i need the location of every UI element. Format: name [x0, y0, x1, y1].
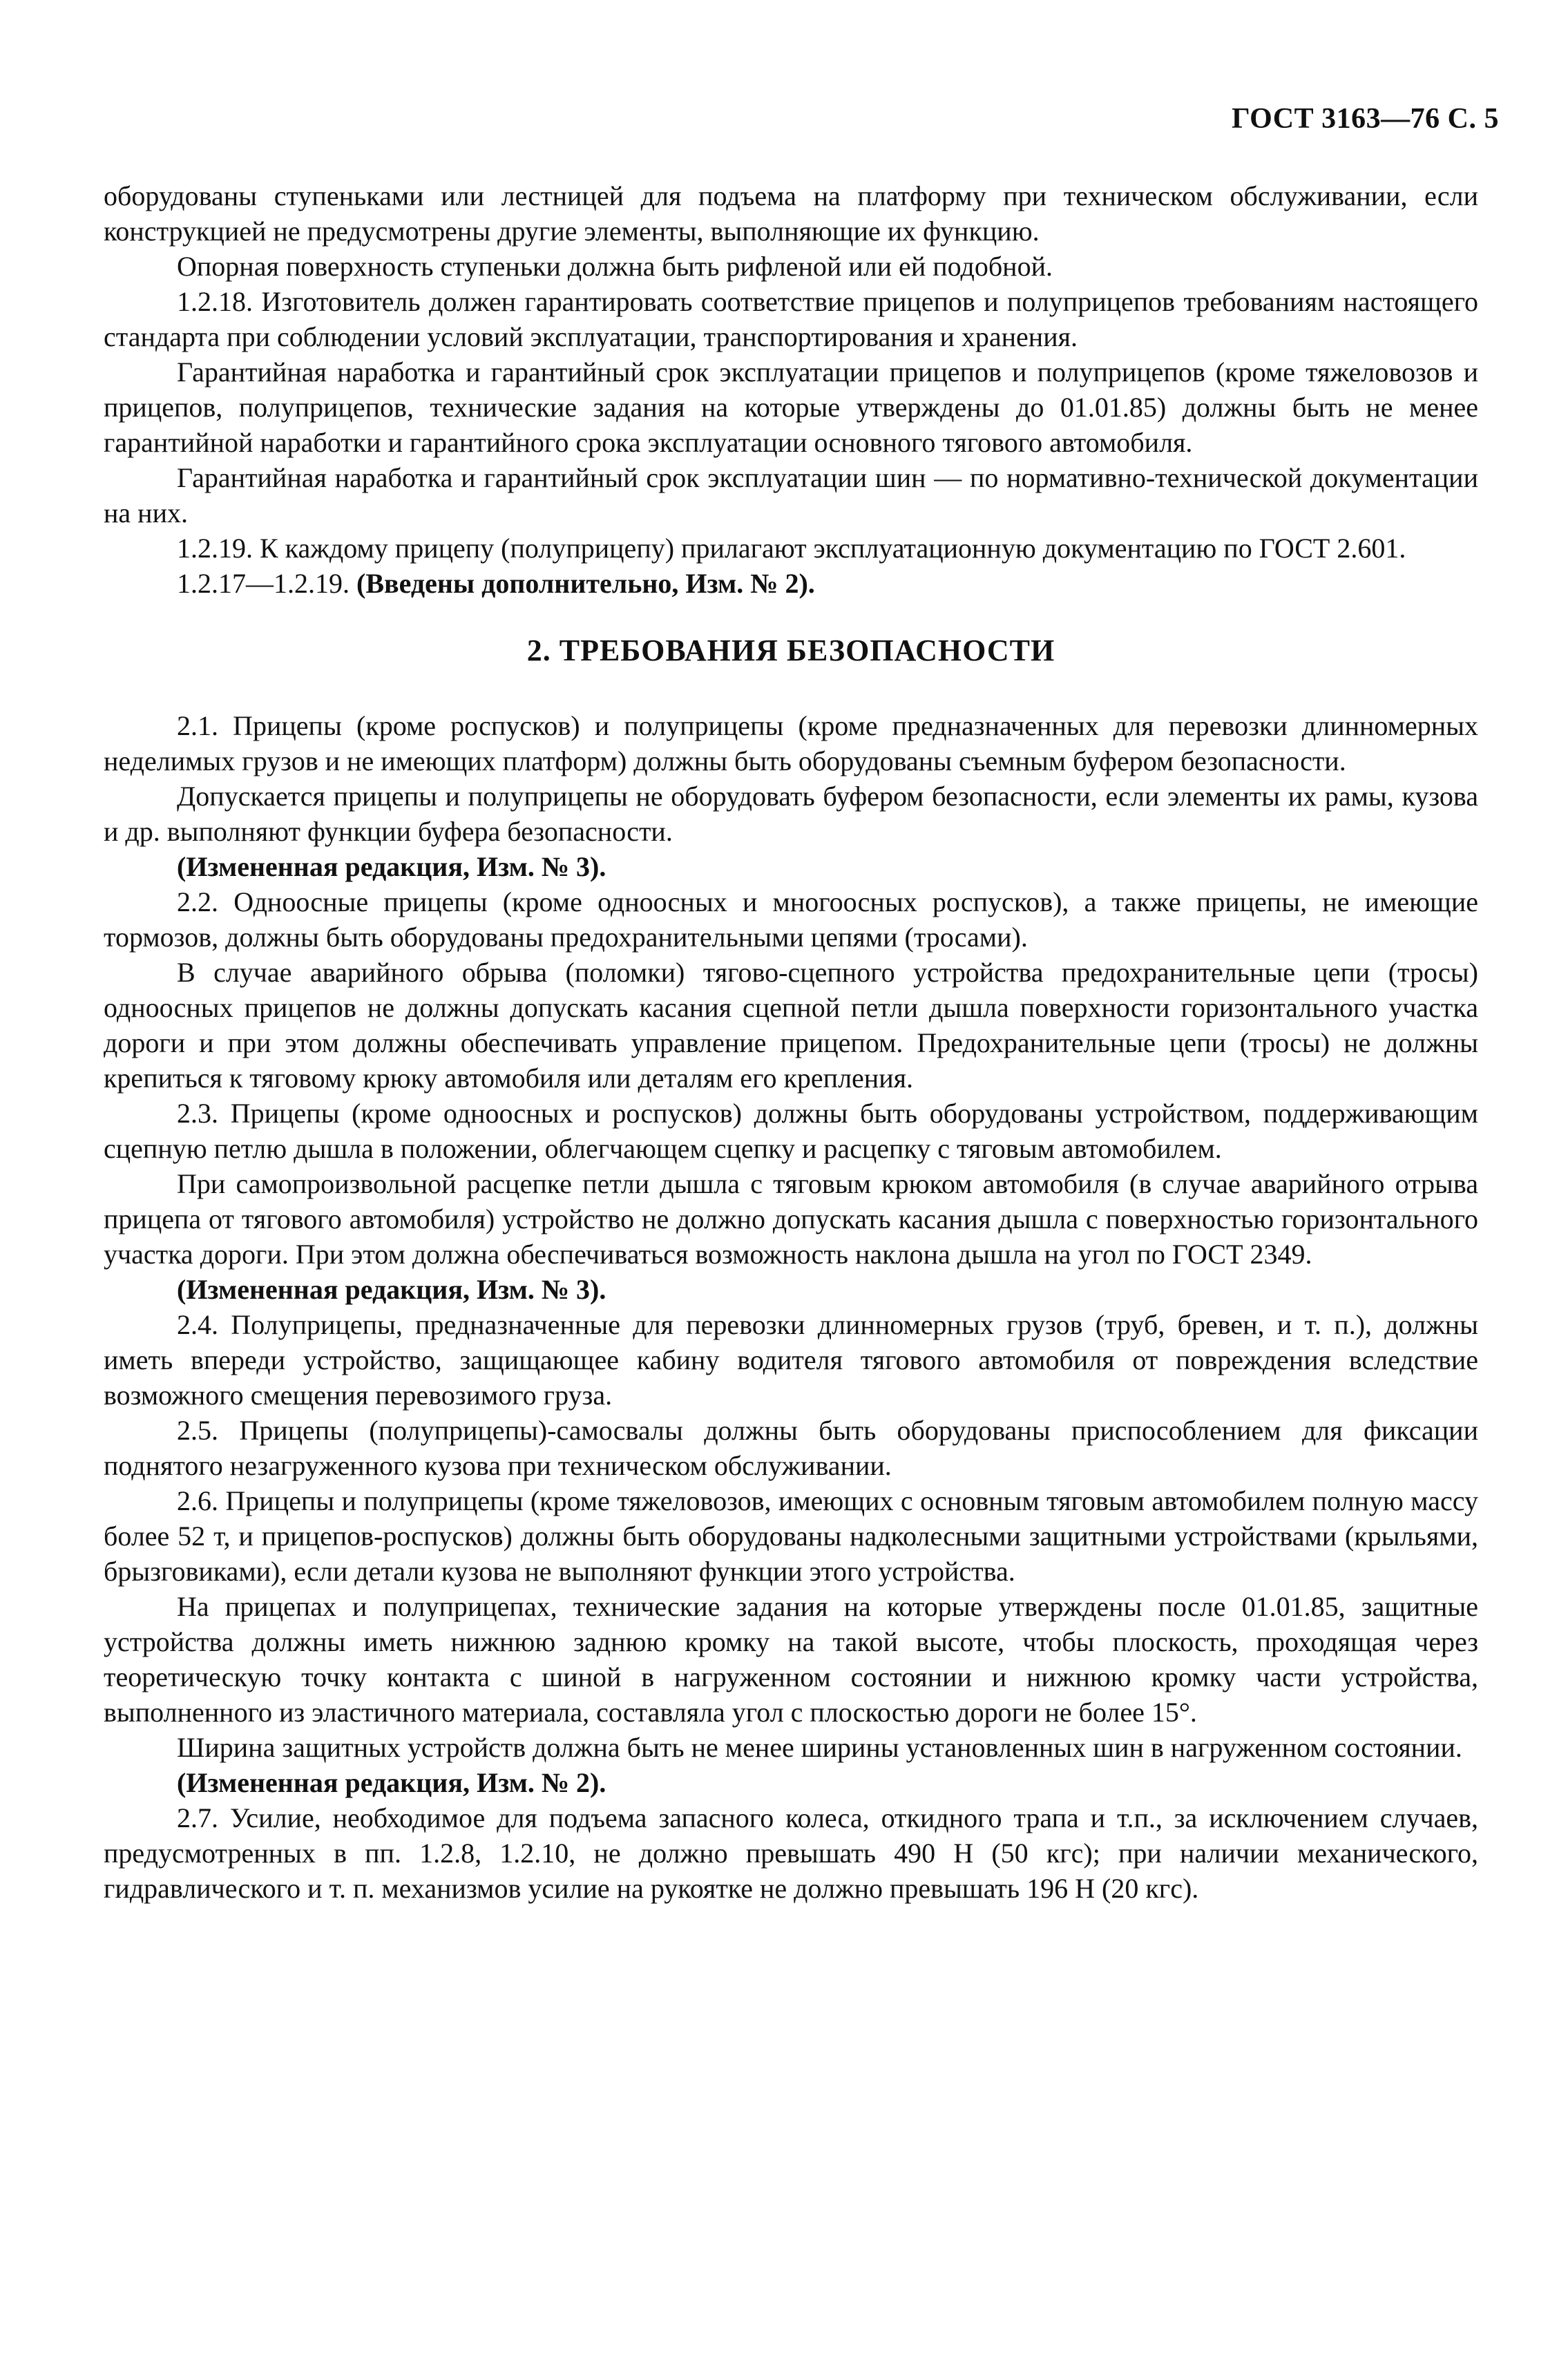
- paragraph: 2.5. Прицепы (полуприцепы)-самосвалы должны быть оборудованы приспособлением для фиксации поднятого незагруженного кузова при техническом обслуживании.: [104, 1415, 1478, 1481]
- amendment-bold: (Введены дополнительно, Изм. № 2).: [356, 568, 815, 599]
- paragraph: 2.2. Одноосные прицепы (кроме одноосных и многоосных роспусков), а также прицепы, не имеющие тормозов, должны быть оборудованы предохранительными цепями (тросами).: [104, 886, 1478, 953]
- paragraph: 2.4. Полуприцепы, предназначенные для перевозки длинномерных грузов (труб, бревен, и т. п.), должны иметь впереди устройство, защищающее кабину водителя тягового автомобиля от повреждения вследствие возможного смещения перевозимого груза.: [104, 1309, 1478, 1411]
- paragraph: Гарантийная наработка и гарантийный срок эксплуатации прицепов и полуприцепов (кроме тяжеловозов и прицепов, полуприцепов, технические задания на которые утверждены до 01.01.85) должны быть не менее гарантийной наработки и гарантийного срока эксплуатации основного тягового автомобиля.: [104, 356, 1478, 458]
- paragraph: Опорная поверхность ступеньки должна быть рифленой или ей подобной.: [177, 251, 1053, 282]
- paragraph: 2.6. Прицепы и полуприцепы (кроме тяжеловозов, имеющих с основным тяговым автомобилем полную массу более 52 т, и прицепов-роспусков) должны быть оборудованы надколесными защитными устройствами (крыльями, брызговиками), если детали кузова не выполняют функции этого устройства.: [104, 1485, 1478, 1587]
- section-title: 2. ТРЕБОВАНИЯ БЕЗОПАСНОСТИ: [526, 633, 1055, 667]
- page-header: ГОСТ 3163—76 С. 5: [1231, 103, 1499, 135]
- amendment-note: (Измененная редакция, Изм. № 3).: [177, 1274, 606, 1305]
- amendment-prefix: 1.2.17—1.2.19.: [177, 568, 356, 599]
- paragraph: В случае аварийного обрыва (поломки) тягово-сцепного устройства предохранительные цепи (тросы) одноосных прицепов не должны допускать касания сцепной петли дышла поверхности горизонтального участка дороги и при этом должны обеспечивать управление прицепом. Предохранительные цепи (тросы) не должны крепиться к тяговому крюку автомобиля или деталям его крепления.: [104, 957, 1478, 1094]
- paragraph: 1.2.18. Изготовитель должен гарантировать соответствие прицепов и полуприцепов требованиям настоящего стандарта при соблюдении условий эксплуатации, транспортирования и хранения.: [104, 286, 1478, 352]
- paragraph: Допускается прицепы и полуприцепы не оборудовать буфером безопасности, если элементы их рамы, кузова и др. выполняют функции буфера безопасности.: [104, 781, 1478, 847]
- paragraph: 1.2.19. К каждому прицепу (полуприцепу) прилагают эксплуатационную документацию по ГОСТ 2.601.: [177, 533, 1406, 564]
- paragraph: 2.1. Прицепы (кроме роспусков) и полуприцепы (кроме предназначенных для перевозки длинномерных неделимых грузов и не имеющих платформ) должны быть оборудованы съемным буфером безопасности.: [104, 710, 1478, 776]
- paragraph: оборудованы ступеньками или лестницей для подъема на платформу при техническом обслуживании, если конструкцией не предусмотрены другие элементы, выполняющие их функцию.: [104, 180, 1478, 247]
- paragraph: На прицепах и полуприцепах, технические задания на которые утверждены после 01.01.85, защитные устройства должны иметь нижнюю заднюю кромку на такой высоте, чтобы плоскость, проходящая через теоретическую точку контакта с шиной в нагруженном состоянии и нижнюю кромку части устройства, выполненного из эластичного материала, составляла угол с плоскостью дороги не более 15°.: [104, 1591, 1478, 1728]
- amendment-note: (Измененная редакция, Изм. № 2).: [177, 1767, 606, 1798]
- paragraph: При самопроизвольной расцепке петли дышла с тяговым крюком автомобиля (в случае аварийного отрыва прицепа от тягового автомобиля) устройство не должно допускать касания дышла с поверхностью горизонтального участка дороги. При этом должна обеспечиваться возможность наклона дышла на угол по ГОСТ 2349.: [104, 1168, 1478, 1270]
- paragraph: 2.3. Прицепы (кроме одноосных и роспусков) должны быть оборудованы устройством, поддерживающим сцепную петлю дышла в положении, облегчающем сцепку и расцепку с тяговым автомобилем.: [104, 1098, 1478, 1164]
- amendment-note: [104, 566, 1478, 601]
- paragraph: 2.7. Усилие, необходимое для подъема запасного колеса, откидного трапа и т.п., за исключением случаев, предусмотренных в пп. 1.2.8, 1.2.10, не должно превышать 490 Н (50 кгс); при наличии механического, гидравлического и т. п. механизмов усилие на рукоятке не должно превышать 196 Н (20 кгс).: [104, 1802, 1478, 1904]
- amendment-note: (Измененная редакция, Изм. № 3).: [177, 851, 606, 882]
- paragraph: Гарантийная наработка и гарантийный срок эксплуатации шин — по нормативно-технической документации на них.: [104, 462, 1478, 528]
- paragraph: Ширина защитных устройств должна быть не менее ширины установленных шин в нагруженном состоянии.: [177, 1732, 1462, 1763]
- document-body: [104, 178, 1478, 1906]
